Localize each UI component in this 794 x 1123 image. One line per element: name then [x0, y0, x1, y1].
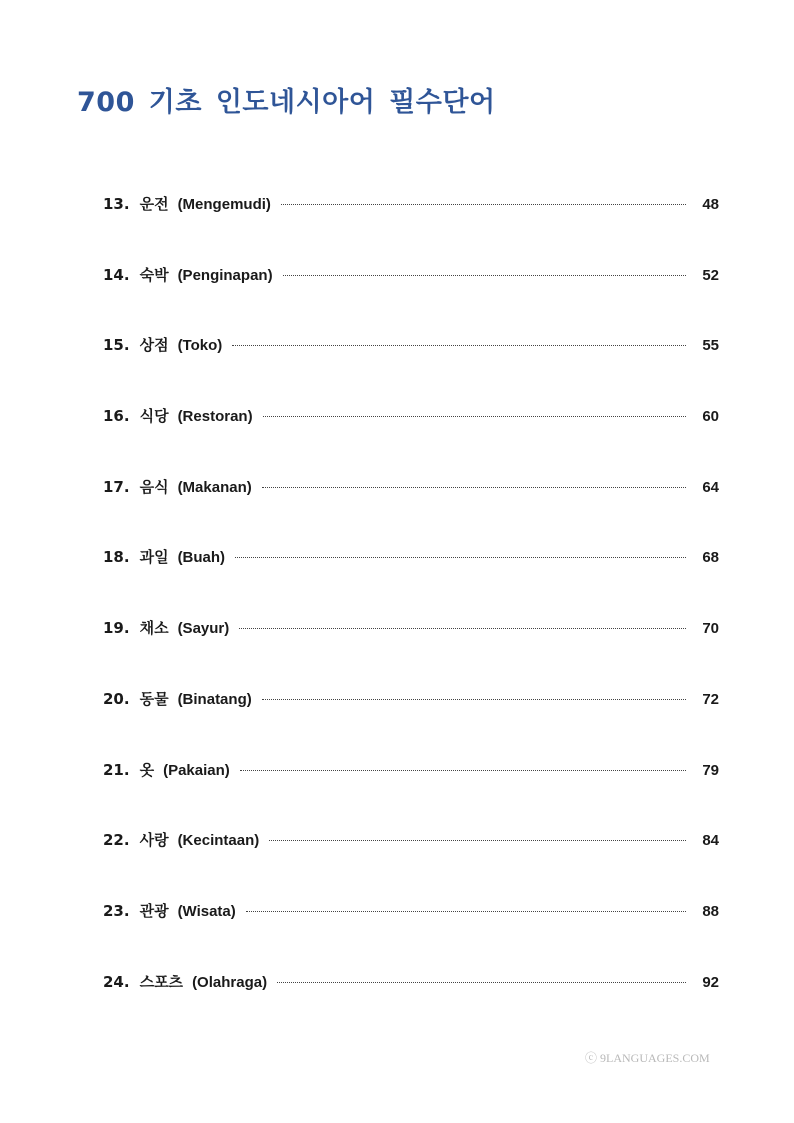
entry-indonesian-title: (Sayur) — [177, 620, 230, 638]
entry-number: 23. — [103, 901, 130, 920]
dot-leader — [277, 982, 686, 983]
dot-leader — [269, 840, 686, 841]
dot-leader — [263, 416, 687, 417]
entry-indonesian-title: (Wisata) — [177, 902, 236, 920]
entry-korean-title: 옷 — [139, 760, 155, 779]
dot-leader — [283, 275, 687, 276]
entry-page-number: 60 — [702, 408, 719, 426]
entry-korean-title: 음식 — [139, 477, 169, 496]
entry-number: 16. — [103, 407, 130, 426]
entry-number: 17. — [103, 477, 130, 496]
entry-number: 18. — [103, 548, 130, 567]
entry-korean-title: 스포츠 — [139, 972, 184, 991]
entry-korean-title: 사랑 — [139, 831, 169, 850]
entry-indonesian-title: (Kecintaan) — [177, 832, 260, 850]
dot-leader — [262, 699, 687, 700]
entry-page-number: 48 — [702, 196, 719, 213]
entry-indonesian-title: (Binatang) — [177, 690, 252, 708]
entry-page-number: 84 — [702, 832, 719, 850]
entry-korean-title: 관광 — [139, 901, 169, 920]
entry-indonesian-title: (Penginapan) — [177, 266, 273, 284]
entry-indonesian-title: (Buah) — [177, 549, 226, 567]
entry-korean-title: 채소 — [139, 619, 169, 638]
entry-page-number: 64 — [702, 478, 719, 496]
entry-page-number: 70 — [702, 620, 719, 638]
dot-leader — [232, 345, 686, 346]
entry-number: 14. — [103, 265, 130, 284]
entry-page-number: 52 — [702, 266, 719, 284]
toc-entry[interactable] — [103, 610, 719, 681]
entry-number: 21. — [103, 760, 130, 779]
entry-korean-title: 동물 — [139, 689, 169, 708]
toc-entry[interactable] — [103, 398, 719, 469]
entry-number: 13. — [103, 195, 130, 213]
entry-indonesian-title: (Mengemudi) — [177, 196, 271, 213]
entry-page-number: 79 — [702, 761, 719, 779]
entry-number: 24. — [103, 972, 130, 991]
entry-indonesian-title: (Toko) — [177, 337, 223, 355]
toc-entry[interactable] — [103, 257, 719, 328]
entry-korean-title: 상점 — [139, 336, 169, 355]
table-of-contents — [103, 186, 719, 1034]
entry-korean-title: 식당 — [139, 407, 169, 426]
entry-indonesian-title: (Makanan) — [177, 478, 252, 496]
dot-leader — [246, 911, 687, 912]
toc-entry[interactable] — [103, 893, 719, 964]
page-title: 700 기초 인도네시아어 필수단어 — [77, 87, 496, 118]
dot-leader — [262, 487, 687, 488]
entry-indonesian-title: (Pakaian) — [163, 761, 230, 779]
toc-entry[interactable] — [103, 539, 719, 610]
entry-number: 22. — [103, 831, 130, 850]
entry-indonesian-title: (Restoran) — [177, 408, 253, 426]
dot-leader — [235, 557, 686, 558]
entry-page-number: 88 — [702, 902, 719, 920]
toc-entry[interactable] — [103, 186, 719, 257]
entry-number: 19. — [103, 619, 130, 638]
toc-entry[interactable] — [103, 469, 719, 540]
toc-entry[interactable] — [103, 822, 719, 893]
toc-entry[interactable] — [103, 752, 719, 823]
toc-entry[interactable] — [103, 964, 719, 1035]
entry-korean-title: 과일 — [139, 548, 169, 567]
entry-indonesian-title: (Olahraga) — [192, 973, 268, 991]
dot-leader — [240, 770, 687, 771]
entry-korean-title: 숙박 — [139, 265, 169, 284]
footer-copyright: ⓒ 9LANGUAGES.COM — [585, 1051, 710, 1065]
entry-number: 20. — [103, 689, 130, 708]
dot-leader — [239, 628, 686, 629]
entry-page-number: 92 — [702, 973, 719, 991]
entry-number: 15. — [103, 336, 130, 355]
entry-korean-title: 운전 — [139, 195, 169, 213]
toc-entry[interactable] — [103, 681, 719, 752]
dot-leader — [281, 204, 686, 205]
entry-page-number: 72 — [702, 690, 719, 708]
toc-entry[interactable] — [103, 327, 719, 398]
entry-page-number: 55 — [702, 337, 719, 355]
entry-page-number: 68 — [702, 549, 719, 567]
